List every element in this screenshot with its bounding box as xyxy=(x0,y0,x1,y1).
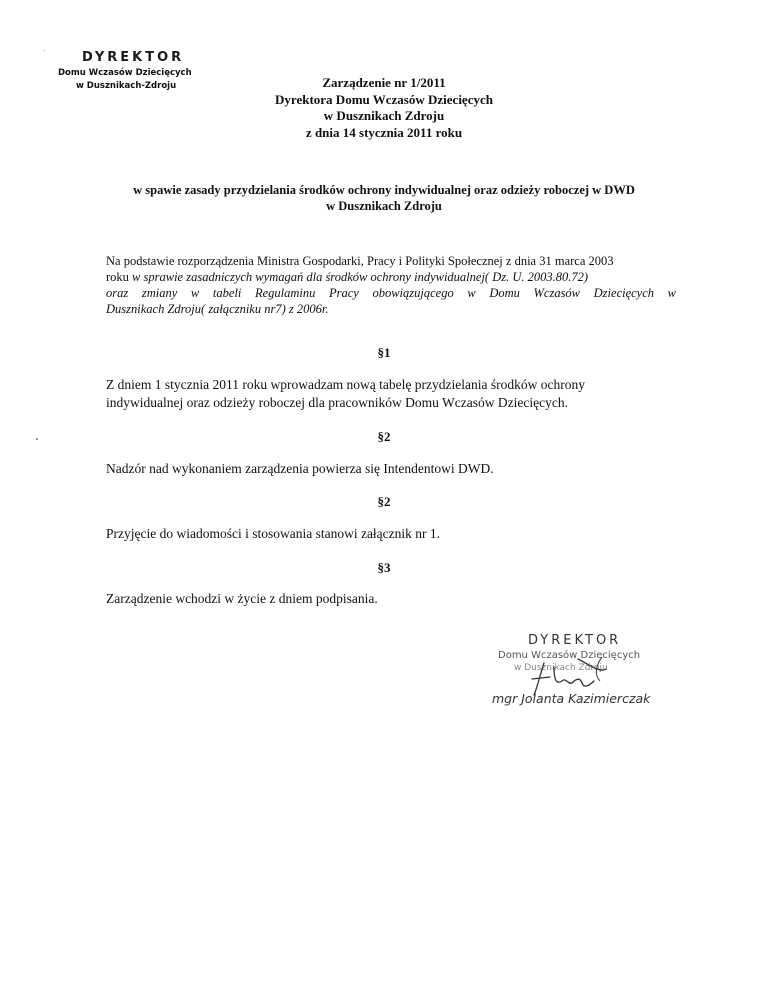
section-heading-1: §1 xyxy=(377,345,391,360)
basis-line-4 xyxy=(106,301,676,317)
scan-speck xyxy=(44,50,45,51)
stamp-line-1: Domu Wczasów Dziecięcych xyxy=(58,68,192,78)
director-stamp-signature xyxy=(490,633,690,723)
subject-line-2: w Dusznikach Zdroju xyxy=(326,199,442,213)
basis-line-2-plain: roku xyxy=(106,270,133,284)
stamp-line-2: w Dusznikach-Zdroju xyxy=(76,81,177,91)
basis-line-3-italic: oraz zmiany w tabeli Regulaminu Pracy obowiązującego w Domu Wczasów Dziecięcych w xyxy=(106,286,676,300)
basis-line-3 xyxy=(106,285,676,301)
signer-name: mgr Jolanta Kazimierczak xyxy=(492,691,651,706)
issuer-location: w Dusznikach Zdroju xyxy=(323,108,445,123)
section-heading-2: §2 xyxy=(377,429,391,444)
legal-basis xyxy=(106,253,676,317)
section-body-2 xyxy=(106,460,686,478)
stamp-title: DYREKTOR xyxy=(82,50,185,65)
stamp-bottom-line-1: Domu Wczasów Dziecięcych xyxy=(498,650,641,661)
issuer: Dyrektora Domu Wczasów Dziecięcych xyxy=(275,91,493,107)
section-1-line-2: indywidualnej oraz odzieży roboczej dla pracowników Domu Wczasów Dziecięcych. xyxy=(106,395,568,410)
stamp-bottom-title: DYREKTOR xyxy=(528,633,622,648)
section-2-line-1: Nadzór nad wykonaniem zarządzenia powierza się Intendentowi DWD. xyxy=(106,461,494,476)
section-heading-4: §3 xyxy=(377,560,391,575)
basis-line-4-italic: Dusznikach Zdroju( załączniku nr7) z 2006r. xyxy=(106,302,329,316)
section-1-line-1: Z dniem 1 stycznia 2011 roku wprowadzam nową tabelę przydzielania środków ochrony xyxy=(106,377,585,392)
section-heading-3: §2 xyxy=(377,494,391,509)
document-header xyxy=(0,75,768,141)
stamp-bottom-line-2: w Dusznikach Zdroju xyxy=(514,663,608,673)
basis-line-2 xyxy=(106,269,676,285)
basis-line-1: Na podstawie rozporządzenia Ministra Gospodarki, Pracy i Polityki Społecznej z dnia 31 marca 2003 xyxy=(106,254,614,268)
order-number: Zarządzenie nr 1/2011 xyxy=(322,75,446,90)
subject-line-1: w spawie zasady przydzielania środków ochrony indywidualnej oraz odzieży roboczej w DWD xyxy=(133,183,635,197)
basis-line-2-italic: w sprawie zasadniczych wymagań dla środków ochrony indywidualnej( Dz. U. 2003.80.72) xyxy=(132,270,589,284)
section-body-1 xyxy=(106,376,686,412)
scan-speck xyxy=(36,438,38,440)
section-body-3 xyxy=(106,525,686,543)
document-subject xyxy=(0,182,768,214)
section-4-line-1: Zarządzenie wchodzi w życie z dniem podpisania. xyxy=(106,591,378,606)
section-body-4 xyxy=(106,590,686,608)
section-3-line-1: Przyjęcie do wiadomości i stosowania stanowi załącznik nr 1. xyxy=(106,526,441,541)
order-date: z dnia 14 stycznia 2011 roku xyxy=(305,124,463,140)
